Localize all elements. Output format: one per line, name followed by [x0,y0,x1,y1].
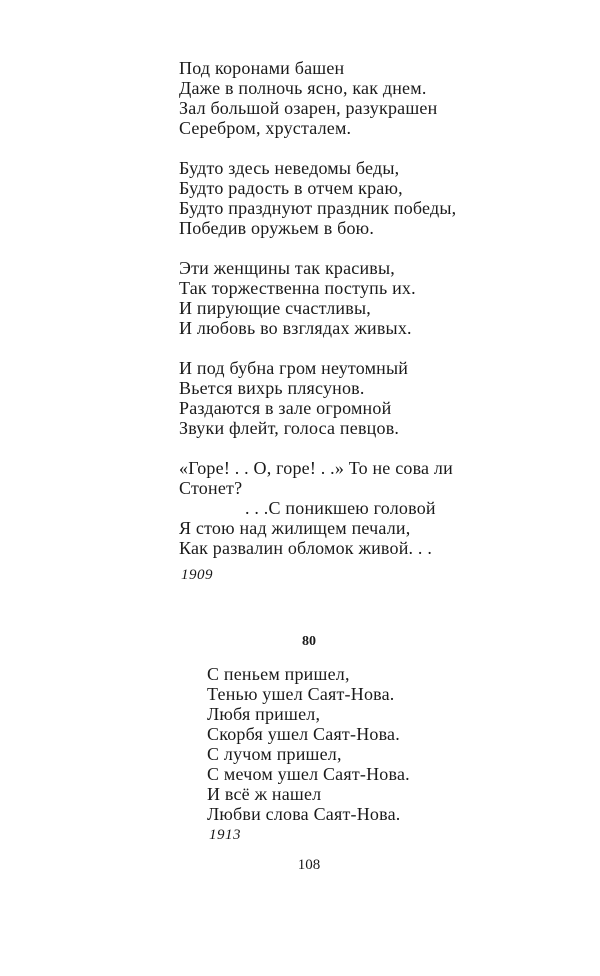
poem-line: Будто здесь неведомы беды, [179,158,400,178]
poem-line: Зал большой озарен, разукрашен [179,98,438,118]
poem1-stanza-1 [179,58,437,138]
poem-line: И всё ж нашел [207,784,322,804]
poem2-body [207,664,410,824]
poem-line: Будто радость в отчем краю, [179,178,403,198]
poem-line: Даже в полночь ясно, как днем. [179,78,427,98]
poem-line: Любя пришел, [207,704,321,724]
poem-line: Тенью ушел Саят-Нова. [207,684,395,704]
poem-line: Серебром, хрусталем. [179,118,352,138]
poem-line: . . .С поникшею головой [245,498,436,518]
poem-line: Так торжественна поступь их. [179,278,416,298]
poem-line: Я стою над жилищем печали, [179,518,411,538]
poem1-stanza-2 [179,158,456,238]
poem-line: С лучом пришел, [207,744,342,764]
poem-line: Эти женщины так красивы, [179,258,395,278]
poem-line: Звуки флейт, голоса певцов. [179,418,400,438]
poem-number: 80 [302,634,316,649]
poem-line: Любви слова Саят-Нова. [207,804,401,824]
poem-line: Вьется вихрь плясунов. [179,378,365,398]
poem-line: Как развалин обломок живой. . . [179,538,433,558]
poem-line: И пирующие счастливы, [179,298,371,318]
poem1-date: 1909 [181,567,213,583]
poem1-stanza-5 [179,458,453,558]
poem-line: Скорбя ушел Саят-Нова. [207,724,400,744]
poem-line: Под коронами башен [179,58,345,78]
poem1-stanza-3 [179,258,416,338]
poem-line: Победив оружьем в бою. [179,218,375,238]
poem-line: И любовь во взглядах живых. [179,318,412,338]
poem-line: Раздаются в зале огромной [179,398,392,418]
page-number: 108 [297,857,321,873]
poem-line: И под бубна гром неутомный [179,358,409,378]
poem-line: С мечом ушел Саят-Нова. [207,764,410,784]
poem-line: С пеньем пришел, [207,664,350,684]
poem1-stanza-4 [179,358,408,438]
poem-line: Стонет? [179,478,243,498]
poem-line: «Горе! . . О, горе! . .» То не сова ли [179,458,453,478]
poem-line: Будто празднуют праздник победы, [179,198,457,218]
poem2-date: 1913 [209,827,241,843]
